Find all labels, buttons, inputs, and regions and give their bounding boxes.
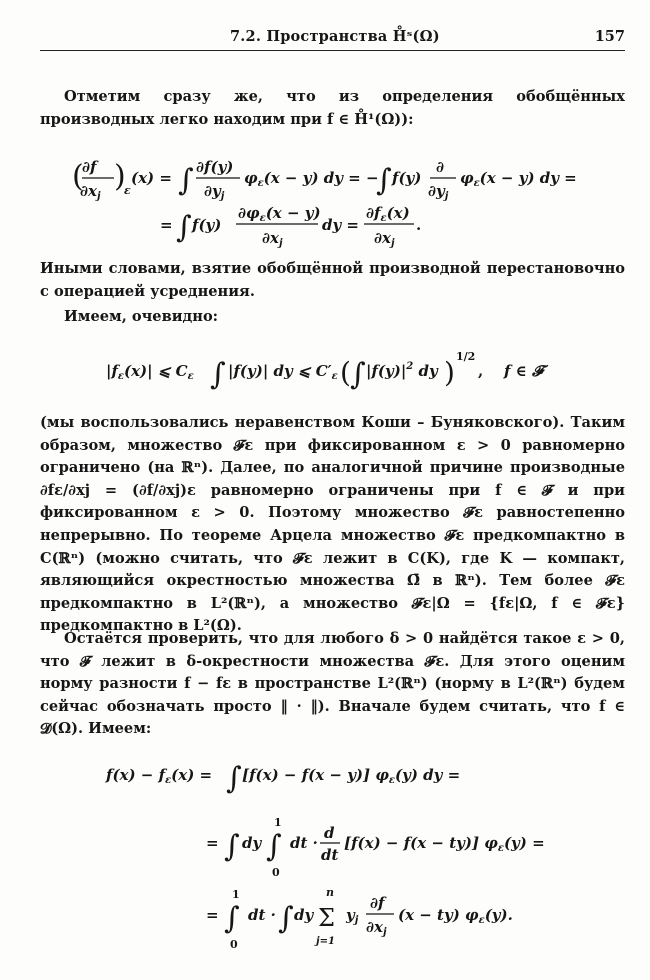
svg-text:|fε(x)| ⩽ Cε: $|f_\varepsilon(x)|$ ⩽ $C_\varepsilon$ <box>106 362 194 382</box>
paragraph-4: (мы воспользовались неравенством Коши – Буняковского). Таким образом, множество 𝓕ε при фиксированном ε > 0 равномерно ограничено (на ℝⁿ). Далее, по аналогичной причине производные ∂fε/∂xj = (∂f/∂xj)ε равномерно ограничены при f ∈ 𝓕 и при фиксированном ε > 0. Поэтому множество 𝓕ε равностепенно непрерывно. По теореме Арцела множество 𝓕ε предкомпактно в C(ℝⁿ) (можно считать, что 𝓕ε лежит в C(K), где K — компакт, являющийся окрестностью множества Ω̄ в ℝⁿ). Тем более 𝓕ε предкомпактно в L²(ℝⁿ), а множество 𝓕ε|Ω = {fε|Ω, f ∈ 𝓕ε} предкомпактно в L²(Ω). <box>40 414 625 635</box>
svg-text:∫: ∫ <box>210 357 226 392</box>
svg-text:[f(x) − f(x − ty)] φε(y) =: [f(x) − f(x − ty)] $\varphi_\varepsilon(y)$ = <box>344 834 545 854</box>
svg-text:1: 1 <box>274 816 282 829</box>
svg-text:∂fε(x): $\partial f_\varepsilon(x)$ <box>366 204 410 224</box>
svg-text:[f(x) − f(x − y)] φε(y) dy =: [f(x) − f(x − y)] $\varphi_\varepsilon(y)$ dy = <box>242 766 461 786</box>
paragraph-2: Иными словами, взятие обобщённой производной перестановочно с операцией усреднения. <box>40 260 625 300</box>
svg-text:(: ( <box>72 159 84 194</box>
svg-text:∂xj: $\partial x_j$ <box>366 918 387 938</box>
svg-text:∂xj: $\partial x_j$ <box>374 229 395 249</box>
svg-text:f ∈ 𝓕: f ∈ 𝓕 <box>504 362 544 380</box>
svg-text:∂yj: $\partial y_j$ <box>204 182 225 202</box>
svg-text:∂φε(x − y): $\partial\varphi_\varepsilon(x - y)$ <box>238 204 321 224</box>
svg-text:φε(x − y) dy = −: $\varphi_\varepsilon(x - y)$ dy = − <box>244 169 379 189</box>
svg-text:dt ·: dt · <box>248 906 276 924</box>
page-number: 157 <box>594 28 625 45</box>
equation-3-graphic <box>0 752 650 972</box>
svg-text:∫: ∫ <box>226 761 242 796</box>
svg-text:dy: dy <box>242 834 262 852</box>
equation-1 <box>0 150 650 250</box>
svg-text:1/2: 1/2 <box>456 350 476 363</box>
svg-text:0: 0 <box>272 866 280 879</box>
svg-text:|f(y)| dy ⩽ C′ε: |f(y)| dy ⩽ $C'_\varepsilon$ <box>228 362 338 382</box>
svg-text:∂yj: $\partial y_j$ <box>428 182 449 202</box>
svg-text:φε(x − y) dy =: $\varphi_\varepsilon(x - y)$ dy = <box>460 169 577 189</box>
svg-text:(: ( <box>340 356 351 389</box>
svg-text:dy: dy <box>294 906 314 924</box>
svg-text:1: 1 <box>232 888 240 901</box>
svg-text:∫: ∫ <box>176 210 192 245</box>
svg-text:∫: ∫ <box>224 829 240 864</box>
svg-text:.: . <box>416 216 422 234</box>
svg-text:ε: ε <box>124 184 131 197</box>
svg-text:): ) <box>114 159 126 194</box>
svg-text:∂: ∂ <box>436 158 445 176</box>
svg-text:∂f: ∂f <box>370 894 385 912</box>
paragraph-5: Остаётся проверить, что для любого δ > 0 найдётся такое ε > 0, что 𝓕 лежит в δ-окрестности множества 𝓕ε. Для этого оценим норму разности f − fε в пространстве L²(ℝⁿ) (норму в L²(ℝⁿ) будем сейчас обозначать просто ‖ · ‖). Вначале будем считать, что f ∈ 𝓓(Ω). Имеем: <box>40 630 625 738</box>
svg-text:(x − ty) φε(y).: (x − ty) $\varphi_\varepsilon(y)$. <box>398 906 513 926</box>
svg-text:=: = <box>206 906 219 924</box>
equation-2 <box>0 342 650 398</box>
svg-text:j=1: j=1 <box>316 936 335 947</box>
svg-text:dy =: dy = <box>322 216 359 234</box>
svg-text:(x) =: (x) = <box>131 169 172 187</box>
svg-text:f(x) − fε(x) =: $f(x) - f_\varepsilon(x)$ = <box>106 766 213 786</box>
equation-3 <box>0 752 650 972</box>
equation-2-graphic <box>0 342 650 398</box>
svg-text:∫: ∫ <box>224 901 240 936</box>
svg-text:n: n <box>326 886 334 899</box>
paragraph-1: Отметим сразу же, что из определения обобщённых производных легко находим при f ∈ H̊¹(Ω)): <box>40 88 625 128</box>
svg-text:∫: ∫ <box>278 901 294 936</box>
svg-text:): ) <box>444 356 455 389</box>
svg-text:∂xj: $\partial x_j$ <box>80 182 101 202</box>
svg-text:∫: ∫ <box>266 829 282 864</box>
svg-text:∫: ∫ <box>178 163 194 198</box>
svg-text:0: 0 <box>230 938 238 951</box>
svg-text:∂f: ∂f <box>82 158 97 176</box>
svg-text:,: , <box>478 362 484 380</box>
svg-text:dt ·: dt · <box>290 834 318 852</box>
svg-text:=: = <box>206 834 219 852</box>
equation-1-graphic <box>0 150 650 250</box>
svg-text:|f(y)|2 dy: $|f(y)|^2$ dy <box>366 361 438 380</box>
svg-text:∫: ∫ <box>350 357 366 392</box>
svg-text:dt: dt <box>321 846 339 864</box>
chapter-title: 7.2. Пространства H̊ˢ(Ω) <box>230 28 440 45</box>
svg-text:∂f(y): ∂f(y) <box>196 158 234 176</box>
svg-text:f(y): f(y) <box>192 216 222 234</box>
svg-text:d: d <box>324 824 335 842</box>
paragraph-3: Имеем, очевидно: <box>64 308 219 325</box>
svg-text:yj: $y_j$ <box>346 906 359 926</box>
running-header <box>40 28 625 51</box>
svg-text:∂xj: $\partial x_j$ <box>262 229 283 249</box>
svg-text:Σ: Σ <box>318 904 335 932</box>
svg-text:f(y): f(y) <box>392 169 422 187</box>
svg-text:=: = <box>160 216 173 234</box>
svg-text:∫: ∫ <box>376 163 392 198</box>
